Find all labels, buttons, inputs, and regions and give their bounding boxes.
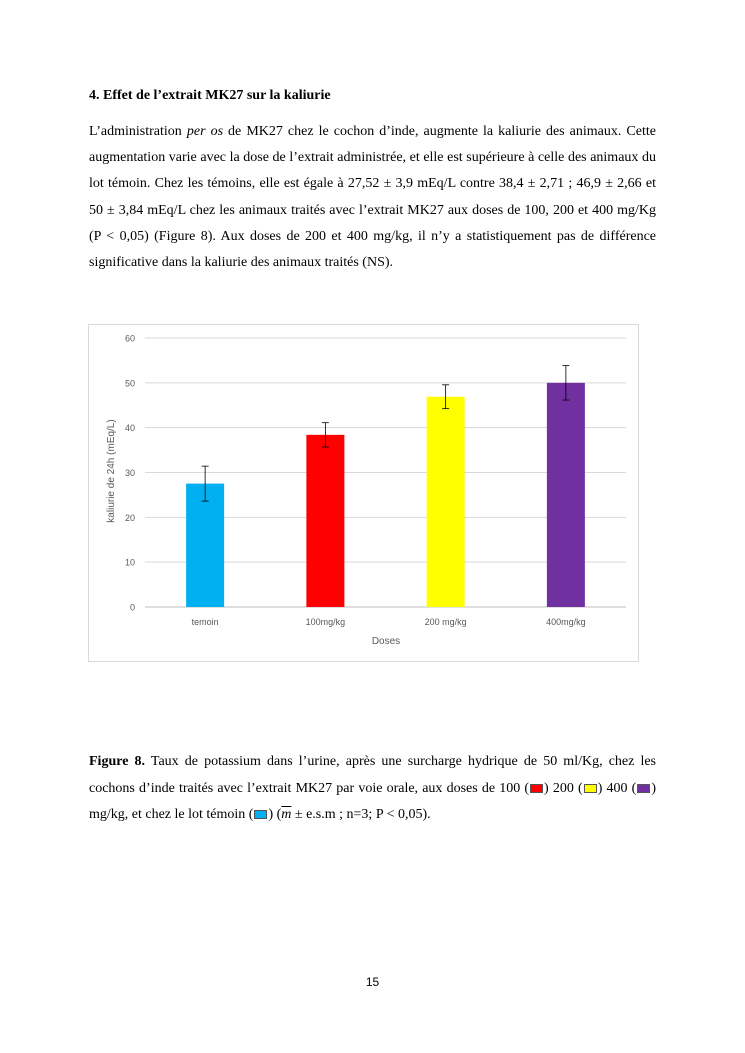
caption-text-6: ± e.s.m ; n=3; P < 0,05). (291, 807, 431, 822)
swatch-400mg (637, 784, 650, 793)
section-heading: 4. Effet de l’extrait MK27 sur la kaliurie (89, 88, 331, 103)
y-tick-label: 30 (124, 468, 135, 478)
swatch-100mg (530, 784, 543, 793)
body-paragraph (89, 119, 656, 276)
page-number: 15 (365, 975, 380, 989)
swatch-temoin (254, 810, 267, 819)
x-tick-label: 400mg/kg (546, 617, 586, 627)
bar (186, 484, 224, 607)
x-axis-label: Doses (371, 636, 401, 647)
bar (427, 397, 465, 607)
y-tick-label: 40 (124, 423, 135, 434)
bar-chart (89, 325, 638, 661)
caption-text-3: ) 400 ( (597, 780, 637, 796)
y-tick-label: 0 (129, 602, 135, 613)
y-tick-label: 50 (124, 378, 135, 389)
swatch-200mg (584, 784, 597, 793)
caption-text-1: Taux de potassium dans l’urine, après une surcharge hydrique de 50 ml/Kg, chez les cochons d’inde traités avec l’extrait MK27 par voie orale, aux doses de 100 ( (89, 754, 657, 796)
x-tick-label: 200 mg/kg (424, 617, 467, 627)
paragraph-italic-term: per os (186, 124, 224, 139)
x-tick-label: 100mg/kg (305, 617, 346, 627)
figure-caption (89, 749, 656, 829)
bar (547, 383, 585, 607)
caption-text-4: ) mg/kg, et chez le lot témoin ( (89, 780, 656, 822)
y-tick-label: 10 (124, 557, 135, 568)
bar (306, 435, 344, 607)
x-tick-label: temoin (191, 617, 219, 627)
y-tick-label: 20 (124, 512, 135, 523)
figure-8-chart (88, 324, 639, 662)
y-tick-label: 60 (124, 333, 135, 344)
caption-text-2: ) 200 ( (544, 780, 583, 796)
caption-label: Figure 8. (89, 754, 146, 769)
paragraph-text-rest: de MK27 chez le cochon d’inde, augmente la kaliurie des animaux. Cette augmentation varie avec la dose de l’extrait administrée, et elle est supérieure à celle des animaux du lot témoin. Chez les témoins, elle est égale à 27,52 ± 3,9 mEq/L contre 38,4 ± 2,71 ; 46,9 ± 2,66 et 50 ± 3,84 mEq/L chez les animaux traités avec l’extrait MK27 aux doses de 100, 200 et 400 mg/Kg (P < 0,05) (Figure 8). Aux doses de 200 et 400 mg/kg, il n’y a statistiquement pas de différence significative dans la kaliurie des animaux traités (NS). (89, 124, 656, 271)
caption-mean-symbol: $\overline{m}$ (281, 807, 292, 822)
paragraph-text-start: L’administration (89, 124, 187, 139)
y-axis-label: kaliurie de 24h (mEq/L) (106, 419, 117, 523)
caption-text-5: ) ( (268, 807, 282, 822)
